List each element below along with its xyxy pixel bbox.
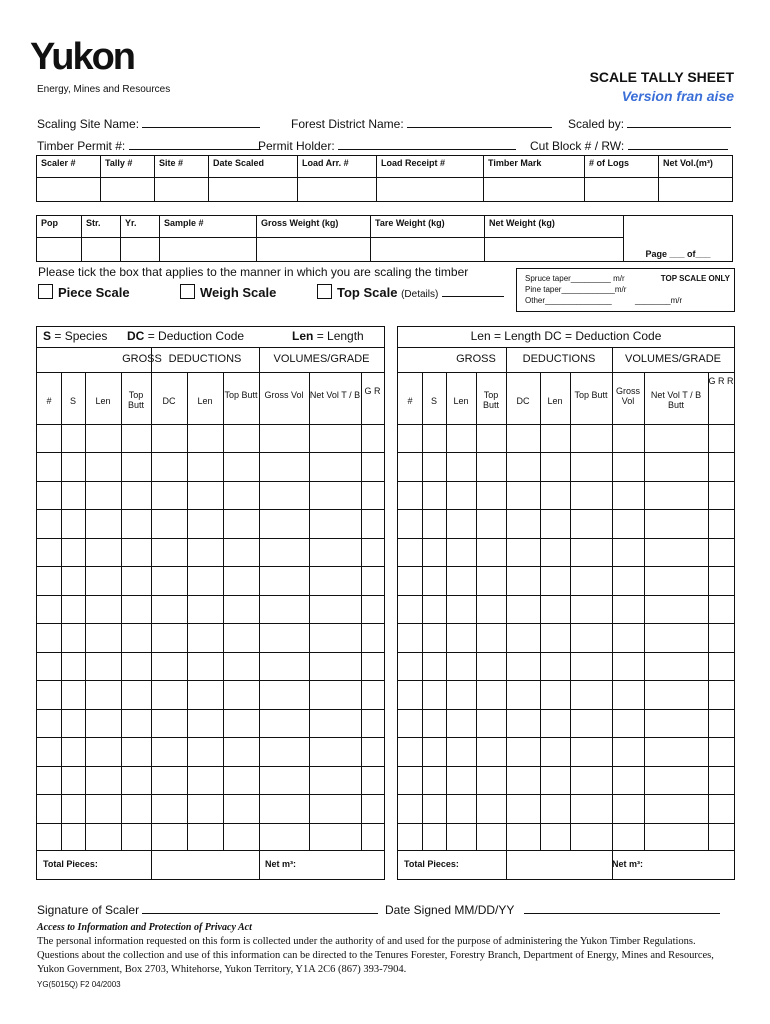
left-group-gross: GROSS [122, 353, 162, 365]
left-col-headers [37, 372, 384, 425]
left-legend-length [292, 329, 364, 343]
left-col-num: # [46, 396, 52, 406]
date-scaled-header: Date Scaled [209, 156, 298, 178]
tally-row-line [398, 452, 734, 453]
pop-cell[interactable] [37, 238, 82, 262]
gross-weight-header: Gross Weight (kg) [257, 216, 371, 238]
tally-row-line [37, 766, 384, 767]
top-scale-details: (Details) [401, 289, 439, 300]
permit-holder-line[interactable] [338, 149, 516, 150]
left-vline [187, 372, 188, 851]
scaler-header: Scaler # [37, 156, 101, 178]
top-scale-option[interactable] [317, 284, 504, 300]
tally-row-line [37, 452, 384, 453]
right-vline [540, 372, 541, 851]
left-legend-deduction [127, 329, 244, 343]
right-total-pieces: Total Pieces: [404, 859, 459, 869]
tally-row-line [398, 709, 734, 710]
scaler-cell[interactable] [37, 178, 101, 202]
left-col-grade: G R [364, 386, 381, 396]
right-vline [570, 372, 571, 851]
form-code: YG(5015Q) F2 04/2003 [37, 980, 121, 989]
left-col-gross-vol: Gross Vol [264, 390, 304, 400]
tally-row-line [37, 794, 384, 795]
right-col-grade: G R R [708, 376, 734, 386]
left-vline [61, 372, 62, 851]
left-legend-s: S [43, 329, 52, 343]
tally-row-line [398, 538, 734, 539]
left-vline [85, 372, 86, 851]
sample-table [36, 215, 733, 262]
left-vline [259, 347, 260, 879]
left-group-deductions: DEDUCTIONS [168, 353, 242, 365]
scaling-site-line[interactable] [142, 127, 260, 128]
left-col-len: Len [95, 396, 111, 406]
scaling-site-field[interactable] [37, 117, 260, 131]
taper-box [516, 268, 735, 312]
right-col-ded-len: Len [547, 396, 563, 406]
right-footer [398, 850, 734, 879]
right-group-gross: GROSS [456, 353, 496, 365]
tally-row-line [37, 538, 384, 539]
signature-line[interactable] [142, 913, 378, 914]
left-vline [151, 347, 152, 879]
left-legend-dc: DC [127, 329, 145, 343]
top-scale-label: Top Scale [337, 285, 398, 300]
left-col-net-vol: Net Vol T / B [309, 390, 361, 400]
left-footer [37, 850, 384, 879]
right-vline [476, 372, 477, 851]
permit-holder-label: Permit Holder: [258, 139, 335, 153]
left-groups [37, 347, 384, 373]
page-cell[interactable] [624, 216, 733, 262]
load-info-entry-row[interactable] [37, 178, 733, 202]
date-scaled-cell[interactable] [209, 178, 298, 202]
right-col-top-butt: Top Butt [482, 390, 499, 410]
right-vline [612, 347, 613, 879]
signature-field[interactable] [37, 903, 378, 917]
left-col-ded-len: Len [197, 396, 213, 406]
right-col-num: # [407, 396, 413, 406]
tally-header: Tally # [101, 156, 155, 178]
net-weight-cell[interactable] [485, 238, 624, 262]
scaled-by-label: Scaled by: [568, 117, 625, 131]
right-tally-grid [397, 326, 735, 880]
right-vline [506, 347, 507, 879]
tally-row-line [398, 566, 734, 567]
right-col-dc: DC [516, 396, 530, 406]
privacy-text: The personal information requested on this form is collected under the authority of and used for the purpose of administering the Yukon Timber Regulations. Questions about the collection and use of this information can be directed to the Tenures Forester, Forestry Branch, Department of Energy, Mines and Resources, Yukon Government, Box 2703, Whitehorse, Yukon Territory, Y1A 2C6 (867) 393-7904. [37, 936, 714, 975]
right-col-net-vol: Net Vol T / B Butt [650, 390, 702, 410]
tally-row-line [398, 737, 734, 738]
tally-row-line [398, 823, 734, 824]
right-col-gross-vol: Gross Vol [615, 386, 640, 406]
str-header: Str. [82, 216, 121, 238]
right-col-s: S [430, 396, 437, 406]
right-vline [644, 372, 645, 851]
cut-block-label: Cut Block # / RW: [530, 139, 625, 153]
left-vline [223, 372, 224, 851]
right-col-ded-top-butt: Top Butt [574, 390, 608, 400]
permit-holder-field[interactable] [258, 139, 516, 153]
tally-row-line [37, 566, 384, 567]
tally-row-line [398, 509, 734, 510]
load-info-table [36, 155, 733, 202]
tally-row-line [398, 652, 734, 653]
load-arr-cell[interactable] [298, 178, 377, 202]
cut-block-field[interactable] [530, 139, 728, 153]
left-vline [121, 372, 122, 851]
net-vol-header: Net Vol.(m³) [659, 156, 733, 178]
tally-row-line [37, 737, 384, 738]
privacy-heading: Access to Information and Protection of Privacy Act [37, 922, 252, 933]
tally-row-line [37, 595, 384, 596]
forest-district-line[interactable] [407, 127, 552, 128]
tally-row-line [37, 509, 384, 510]
left-total-pieces: Total Pieces: [43, 859, 98, 869]
sample-header-row [37, 216, 733, 238]
left-legend-len-text: = Length [316, 329, 364, 343]
form-title: SCALE TALLY SHEET [589, 69, 734, 85]
top-scale-details-line[interactable] [442, 296, 504, 297]
top-scale-only-label: TOP SCALE ONLY [660, 274, 730, 283]
tally-row-line [37, 823, 384, 824]
piece-scale-label: Piece Scale [58, 285, 130, 300]
str-cell[interactable] [82, 238, 121, 262]
gross-weight-cell[interactable] [257, 238, 371, 262]
scaled-by-line[interactable] [627, 127, 731, 128]
tally-row-line [37, 709, 384, 710]
weigh-scale-label: Weigh Scale [200, 285, 277, 300]
french-version-link[interactable]: Version fran aise [621, 88, 734, 104]
left-legend [37, 327, 384, 348]
right-groups [398, 347, 734, 373]
left-tally-grid [36, 326, 385, 880]
sample-header: Sample # [160, 216, 257, 238]
department-name: Energy, Mines and Resources [37, 84, 171, 95]
yr-cell[interactable] [121, 238, 160, 262]
tally-row-line [398, 595, 734, 596]
tally-row-line [37, 623, 384, 624]
signature-label: Signature of Scaler [37, 903, 140, 917]
cut-block-line[interactable] [628, 149, 728, 150]
site-header: Site # [155, 156, 209, 178]
left-legend-len: Len [292, 329, 314, 343]
num-logs-header: # of Logs [585, 156, 659, 178]
load-info-header-row [37, 156, 733, 178]
left-col-ded-top-butt: Top Butt [224, 390, 258, 400]
spruce-taper[interactable]: Spruce taper_________ m/r [525, 274, 625, 283]
left-legend-species [43, 329, 107, 343]
timber-mark-header: Timber Mark [484, 156, 585, 178]
right-legend [398, 327, 734, 348]
tally-row-line [37, 680, 384, 681]
forest-district-label: Forest District Name: [291, 117, 404, 131]
yukon-logo: Yukon [30, 36, 135, 78]
right-col-headers [398, 372, 734, 425]
page-label: Page ___ of___ [645, 249, 711, 259]
left-legend-s-text: = Species [54, 329, 108, 343]
right-net-m3: Net m³: [612, 859, 643, 869]
pine-taper[interactable]: Pine taper____________m/r [525, 285, 627, 294]
date-signed-label: Date Signed MM/DD/YY [385, 903, 515, 917]
tally-row-line [398, 623, 734, 624]
load-arr-header: Load Arr. # [298, 156, 377, 178]
tare-weight-header: Tare Weight (kg) [371, 216, 485, 238]
piece-scale-checkbox[interactable] [38, 284, 53, 299]
left-net-m3: Net m³: [265, 859, 296, 869]
sample-cell[interactable] [160, 238, 257, 262]
tick-instruction: Please tick the box that applies to the manner in which you are scaling the timber [38, 265, 469, 279]
top-scale-checkbox[interactable] [317, 284, 332, 299]
left-col-dc: DC [162, 396, 176, 406]
left-legend-dc-text: = Deduction Code [147, 329, 245, 343]
scaled-by-field[interactable] [568, 117, 731, 131]
tally-row-line [398, 481, 734, 482]
tare-weight-cell[interactable] [371, 238, 485, 262]
scaling-site-label: Scaling Site Name: [37, 117, 140, 131]
timber-mark-cell[interactable] [484, 178, 585, 202]
tally-row-line [398, 766, 734, 767]
timber-permit-label: Timber Permit #: [37, 139, 126, 153]
timber-permit-field[interactable] [37, 139, 261, 153]
forest-district-field[interactable] [291, 117, 552, 131]
tally-cell[interactable] [101, 178, 155, 202]
load-receipt-header: Load Receipt # [377, 156, 484, 178]
net-vol-cell[interactable] [659, 178, 733, 202]
right-vline [422, 372, 423, 851]
load-receipt-cell[interactable] [377, 178, 484, 202]
net-weight-header: Net Weight (kg) [485, 216, 624, 238]
weigh-scale-option[interactable] [180, 284, 276, 300]
num-logs-cell[interactable] [585, 178, 659, 202]
date-signed-field[interactable] [385, 903, 720, 917]
right-vline [446, 372, 447, 851]
right-legend-text: Len = Length DC = Deduction Code [470, 329, 662, 343]
other-taper[interactable]: Other_______________ [525, 296, 612, 305]
left-col-s: S [69, 396, 76, 406]
tally-row-line [398, 794, 734, 795]
left-col-top-butt: Top Butt [127, 390, 144, 410]
tally-row-line [37, 652, 384, 653]
left-vline [361, 372, 362, 851]
tally-row-line [398, 680, 734, 681]
left-vline [309, 372, 310, 851]
site-cell[interactable] [155, 178, 209, 202]
date-signed-line[interactable] [524, 913, 720, 914]
right-group-deductions: DEDUCTIONS [522, 353, 596, 365]
right-vline [708, 372, 709, 851]
right-group-volumes: VOLUMES/GRADE [625, 353, 721, 365]
yr-header: Yr. [121, 216, 160, 238]
timber-permit-line[interactable] [129, 149, 261, 150]
weigh-scale-checkbox[interactable] [180, 284, 195, 299]
tally-row-line [37, 481, 384, 482]
pop-header: Pop [37, 216, 82, 238]
right-col-len: Len [453, 396, 469, 406]
left-group-volumes: VOLUMES/GRADE [273, 353, 370, 365]
piece-scale-option[interactable] [38, 284, 130, 300]
other-taper-unit[interactable]: ________m/r [635, 296, 683, 305]
